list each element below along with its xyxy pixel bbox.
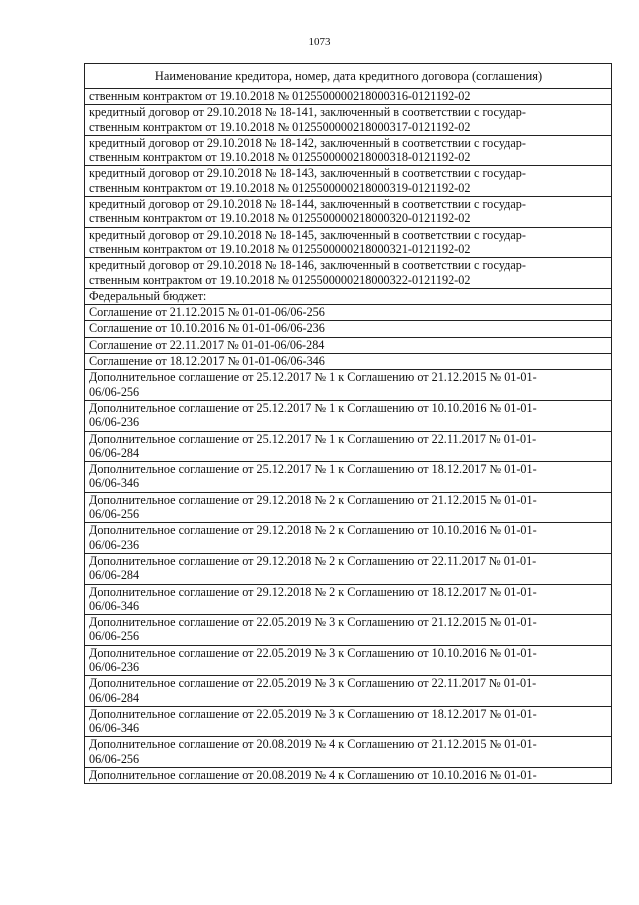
cell-text-line: Дополнительное соглашение от 25.12.2017 № 1 к Соглашению от 22.11.2017 № 01-01- [89, 431, 537, 446]
cell-text-line: 06/06-284 [89, 445, 140, 460]
cell-text-line: кредитный договор от 29.10.2018 № 18-144, заключенный в соответствии с государ- [89, 197, 526, 212]
table-cell [85, 135, 612, 166]
cell-text-line: Дополнительное соглашение от 29.12.2018 № 2 к Соглашению от 10.10.2016 № 01-01- [89, 523, 537, 538]
table-row [85, 462, 612, 493]
table-cell [85, 645, 612, 676]
table-cell [85, 462, 612, 493]
table-cell [85, 89, 612, 105]
cell-text-line: 06/06-346 [89, 598, 140, 613]
table-row [85, 197, 612, 228]
table-cell [85, 400, 612, 431]
table-cell [85, 227, 612, 258]
cell-text-line: 06/06-284 [89, 568, 140, 583]
cell-text-line: Дополнительное соглашение от 29.12.2018 № 2 к Соглашению от 18.12.2017 № 01-01- [89, 584, 537, 599]
table-cell [85, 676, 612, 707]
cell-text-line: ственным контрактом от 19.10.2018 № 0125500000218000322-0121192-02 [89, 272, 471, 287]
table-row [85, 105, 612, 136]
cell-text-line: Дополнительное соглашение от 25.12.2017 № 1 к Соглашению от 18.12.2017 № 01-01- [89, 462, 537, 477]
table-cell [85, 492, 612, 523]
table-cell [85, 354, 612, 370]
table-row [85, 89, 612, 105]
cell-text-line: 06/06-236 [89, 537, 140, 552]
table-cell [85, 523, 612, 554]
table-cell [85, 370, 612, 401]
table-cell [85, 288, 612, 304]
table-row [85, 305, 612, 321]
table-cell [85, 431, 612, 462]
cell-text-line: 06/06-256 [89, 629, 140, 644]
table-cell [85, 737, 612, 768]
table-row [85, 492, 612, 523]
cell-text-line: Дополнительное соглашение от 22.05.2019 № 3 к Соглашению от 10.10.2016 № 01-01- [89, 645, 537, 660]
cell-text-line: 06/06-236 [89, 415, 140, 430]
table-row [85, 400, 612, 431]
table-row [85, 321, 612, 337]
table-cell [85, 553, 612, 584]
cell-text-line: ственным контрактом от 19.10.2018 № 0125500000218000318-0121192-02 [89, 150, 471, 165]
table-cell [85, 197, 612, 228]
cell-text-line: Дополнительное соглашение от 22.05.2019 № 3 к Соглашению от 18.12.2017 № 01-01- [89, 706, 537, 721]
table-row [85, 135, 612, 166]
cell-text-line: Дополнительное соглашение от 22.05.2019 № 3 к Соглашению от 22.11.2017 № 01-01- [89, 676, 537, 691]
cell-text-line: Соглашение от 22.11.2017 № 01-01-06/06-284 [89, 337, 325, 352]
cell-text-line: Дополнительное соглашение от 20.08.2019 № 4 к Соглашению от 21.12.2015 № 01-01- [89, 737, 537, 752]
table-cell [85, 321, 612, 337]
cell-text-line: кредитный договор от 29.10.2018 № 18-145, заключенный в соответствии с государ- [89, 227, 526, 242]
table-row [85, 737, 612, 768]
table-row [85, 584, 612, 615]
table-row [85, 337, 612, 353]
cell-text-line: Соглашение от 10.10.2016 № 01-01-06/06-236 [89, 321, 325, 336]
cell-text-line: ственным контрактом от 19.10.2018 № 0125500000218000317-0121192-02 [89, 119, 471, 134]
cell-text-line: Дополнительное соглашение от 29.12.2018 № 2 к Соглашению от 22.11.2017 № 01-01- [89, 553, 537, 568]
cell-text-line: Соглашение от 21.12.2015 № 01-01-06/06-256 [89, 305, 325, 320]
cell-text-line: кредитный договор от 29.10.2018 № 18-141, заключенный в соответствии с государ- [89, 105, 526, 120]
table-header-row [85, 64, 612, 89]
table-row [85, 645, 612, 676]
table-row [85, 227, 612, 258]
table-row [85, 523, 612, 554]
table-cell [85, 105, 612, 136]
cell-text-line: Дополнительное соглашение от 25.12.2017 № 1 к Соглашению от 10.10.2016 № 01-01- [89, 400, 537, 415]
cell-text-line: 06/06-236 [89, 659, 140, 674]
cell-text-line: Федеральный бюджет: [89, 288, 207, 303]
table-cell [85, 305, 612, 321]
page-number: 1073 [308, 36, 331, 48]
cell-text-line: Дополнительное соглашение от 29.12.2018 № 2 к Соглашению от 21.12.2015 № 01-01- [89, 492, 537, 507]
table-cell [85, 584, 612, 615]
cell-text-line: Соглашение от 18.12.2017 № 01-01-06/06-346 [89, 354, 325, 369]
table-row [85, 706, 612, 737]
cell-text-line: 06/06-346 [89, 476, 140, 491]
table-row [85, 354, 612, 370]
cell-text-line: кредитный договор от 29.10.2018 № 18-142, заключенный в соответствии с государ- [89, 135, 526, 150]
cell-text-line: 06/06-256 [89, 384, 140, 399]
table-row [85, 615, 612, 646]
table-cell [85, 166, 612, 197]
table-row [85, 258, 612, 289]
table-cell [85, 337, 612, 353]
cell-text-line: 06/06-256 [89, 751, 140, 766]
table-row [85, 553, 612, 584]
cell-text-line: кредитный договор от 29.10.2018 № 18-146, заключенный в соответствии с государ- [89, 258, 526, 273]
cell-text-line: ственным контрактом от 19.10.2018 № 0125500000218000319-0121192-02 [89, 180, 471, 195]
cell-text-line: Дополнительное соглашение от 20.08.2019 № 4 к Соглашению от 10.10.2016 № 01-01- [89, 768, 537, 783]
cell-text-line: ственным контрактом от 19.10.2018 № 0125500000218000320-0121192-02 [89, 211, 471, 226]
cell-text-line: ственным контрактом от 19.10.2018 № 0125500000218000316-0121192-02 [89, 89, 471, 103]
creditor-table [84, 63, 612, 784]
cell-text-line: 06/06-256 [89, 507, 140, 522]
table-body [85, 89, 612, 784]
table-row [85, 676, 612, 707]
table-cell [85, 258, 612, 289]
table-cell [85, 768, 612, 784]
cell-text-line: Дополнительное соглашение от 22.05.2019 № 3 к Соглашению от 21.12.2015 № 01-01- [89, 615, 537, 630]
table-cell [85, 615, 612, 646]
table-row [85, 431, 612, 462]
table-row [85, 166, 612, 197]
cell-text-line: 06/06-284 [89, 690, 140, 705]
table-row [85, 288, 612, 304]
cell-text-line: кредитный договор от 29.10.2018 № 18-143, заключенный в соответствии с государ- [89, 166, 526, 181]
column-header: Наименование кредитора, номер, дата кредитного договора (соглашения) [85, 64, 612, 89]
table-row [85, 370, 612, 401]
cell-text-line: 06/06-346 [89, 721, 140, 736]
table-cell [85, 706, 612, 737]
cell-text-line: Дополнительное соглашение от 25.12.2017 № 1 к Соглашению от 21.12.2015 № 01-01- [89, 370, 537, 385]
cell-text-line: ственным контрактом от 19.10.2018 № 0125500000218000321-0121192-02 [89, 241, 471, 256]
table-row [85, 768, 612, 784]
